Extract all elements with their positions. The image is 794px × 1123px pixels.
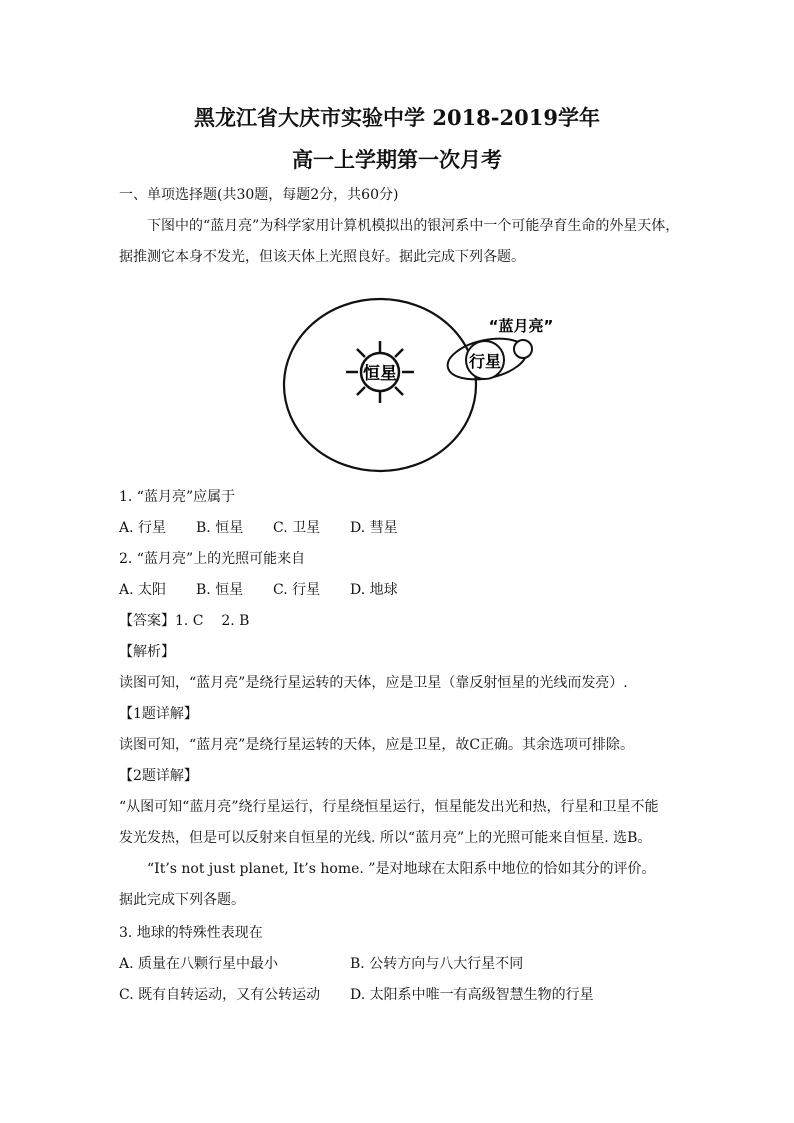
question-2-option-d: D. 地球 xyxy=(350,582,398,598)
analysis-label: 【解析】 xyxy=(119,644,175,660)
question-2-option-b: B. 恒星 xyxy=(196,582,244,598)
detail-1-text: 读图可知，“蓝月亮”是绕行星运转的天体，应是卫星，故C正确。其余选项可排除。 xyxy=(119,737,635,753)
answer-line: 【答案】1. C 2. B xyxy=(119,613,250,629)
question-1-option-a: A. 行星 xyxy=(119,520,167,536)
orbit-diagram xyxy=(280,295,570,473)
blue-moon-body xyxy=(514,340,532,358)
question-3-option-d: D. 太阳系中唯一有高级智慧生物的行星 xyxy=(350,987,594,1003)
page-title-line2: 高一上学期第一次月考 xyxy=(292,147,502,172)
quote-line2: 据此完成下列各题。 xyxy=(119,892,245,908)
question-2-stem: 2. “蓝月亮”上的光照可能来自 xyxy=(119,551,306,567)
question-3-stem: 3. 地球的特殊性表现在 xyxy=(119,925,263,941)
detail-2-label: 【2题详解】 xyxy=(119,768,198,784)
question-1-option-d: D. 彗星 xyxy=(350,520,398,536)
question-2-option-a: A. 太阳 xyxy=(119,582,167,598)
question-3-option-c: C. 既有自转运动，又有公转运动 xyxy=(119,987,321,1003)
planet-label: 行星 xyxy=(468,352,502,371)
star-label: 恒星 xyxy=(363,364,397,384)
blue-moon-label: “蓝月亮” xyxy=(488,317,554,335)
question-2-option-c: C. 行星 xyxy=(273,582,321,598)
question-1-option-c: C. 卫星 xyxy=(273,520,321,536)
detail-2-line1: “从图可知“蓝月亮”绕行星运行，行星绕恒星运行，恒星能发出光和热，行星和卫星不能 xyxy=(119,799,659,815)
question-1-stem: 1. “蓝月亮”应属于 xyxy=(119,489,236,505)
question-3-option-a: A. 质量在八颗行星中最小 xyxy=(119,956,279,972)
question-3-option-b: B. 公转方向与八大行星不同 xyxy=(350,956,524,972)
page-title-line1: 黑龙江省大庆市实验中学 2018-2019学年 xyxy=(194,105,600,130)
intro-text-line2: 据推测它本身不发光，但该天体上光照良好。据此完成下列各题。 xyxy=(119,249,525,265)
analysis-text: 读图可知，“蓝月亮”是绕行星运转的天体，应是卫星（靠反射恒星的光线而发亮）. xyxy=(119,675,628,691)
detail-2-line2: 发光发热，但是可以反射来自恒星的光线. 所以“蓝月亮”上的光照可能来自恒星. 选B。 xyxy=(119,830,652,846)
section-heading: 一、单项选择题(共30题，每题2分，共60分) xyxy=(119,187,399,203)
quote-line1: “It’s not just planet, It’s home. ”是对地球在太阳系中地位的恰如其分的评价。 xyxy=(147,861,656,877)
question-1-option-b: B. 恒星 xyxy=(196,520,244,536)
detail-1-label: 【1题详解】 xyxy=(119,706,198,722)
intro-text-line1: 下图中的“蓝月亮”为科学家用计算机模拟出的银河系中一个可能孕育生命的外星天体， xyxy=(147,218,680,234)
